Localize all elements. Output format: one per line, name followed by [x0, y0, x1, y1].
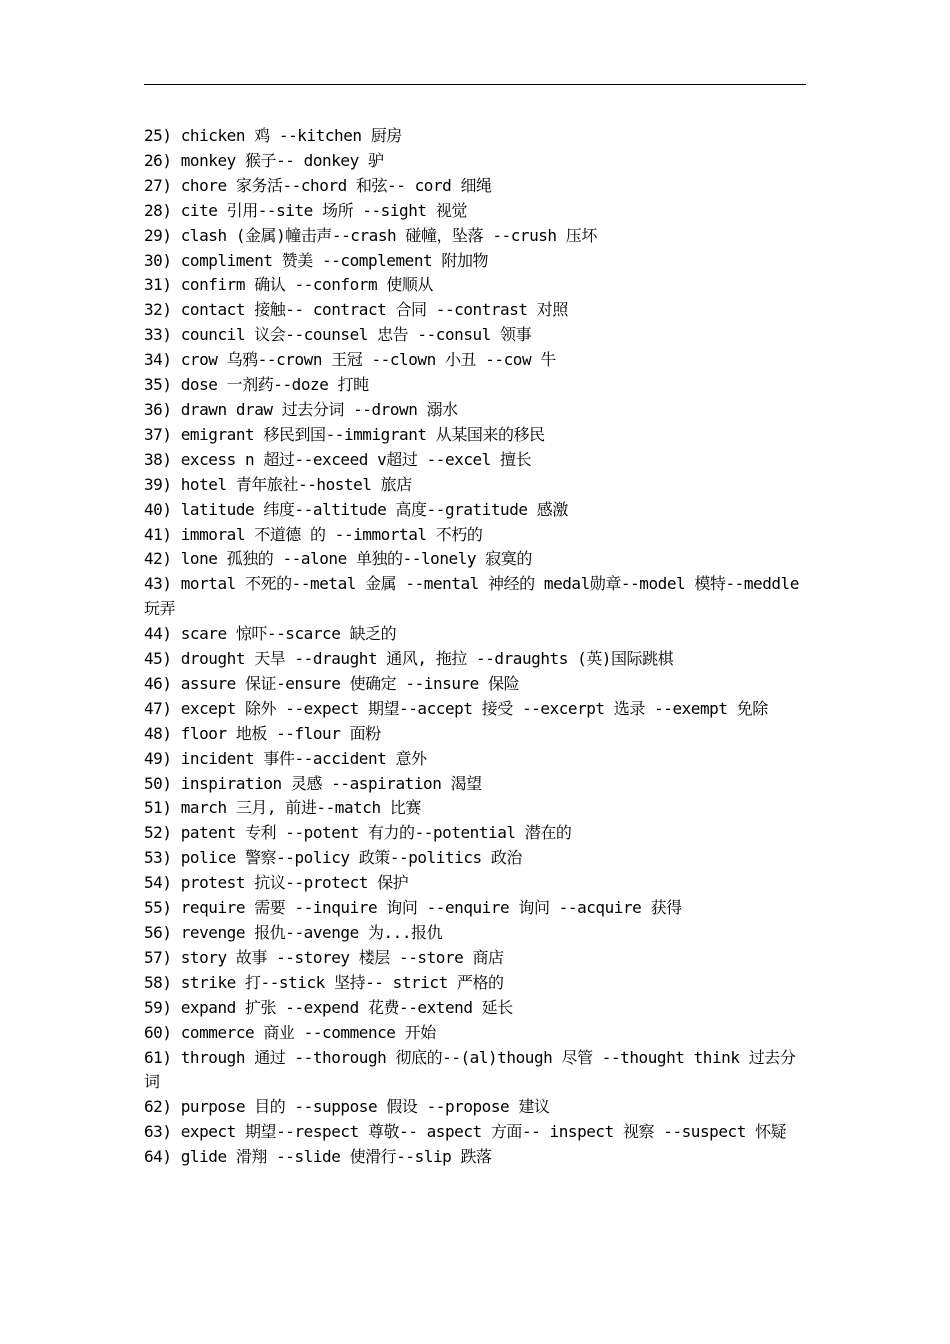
vocabulary-entry: 53) police 警察--policy 政策--politics 政治	[144, 848, 522, 868]
vocabulary-entry: 52) patent 专利 --potent 有力的--potential 潜在的	[144, 823, 572, 843]
vocabulary-entry: 48) floor 地板 --flour 面粉	[144, 723, 381, 743]
vocabulary-entry: 46) assure 保证-ensure 使确定 --insure 保险	[144, 673, 520, 693]
vocabulary-entry: 41) immoral 不道德 的 --immortal 不朽的	[144, 524, 483, 544]
vocabulary-entry: 62) purpose 目的 --suppose 假设 --propose 建议	[144, 1097, 550, 1117]
vocabulary-entry: 58) strike 打--stick 坚持-- strict 严格的	[144, 972, 504, 992]
vocabulary-entry: 36) drawn draw 过去分词 --drown 溺水	[144, 399, 458, 419]
vocabulary-entry: 50) inspiration 灵感 --aspiration 渴望	[144, 773, 482, 793]
vocabulary-entry: 61) through 通过 --thorough 彻底的--(al)though 尽管 --thought think 过去分词	[144, 1047, 796, 1092]
vocabulary-entry: 63) expect 期望--respect 尊敬-- aspect 方面-- inspect 视察 --suspect 怀疑	[144, 1122, 787, 1142]
vocabulary-entry: 57) story 故事 --storey 楼层 --store 商店	[144, 947, 504, 967]
vocabulary-entry: 60) commerce 商业 --commence 开始	[144, 1022, 436, 1042]
vocabulary-entry: 34) crow 乌鸦--crown 王冠 --clown 小丑 --cow 牛	[144, 350, 556, 370]
vocabulary-entry: 59) expand 扩张 --expend 花费--extend 延长	[144, 997, 513, 1017]
vocabulary-entry: 45) drought 天旱 --draught 通风, 拖拉 --draughts (英)国际跳棋	[144, 649, 674, 669]
vocabulary-entry: 40) latitude 纬度--altitude 高度--gratitude 感激	[144, 499, 568, 519]
vocabulary-entry: 28) cite 引用--site 场所 --sight 视觉	[144, 200, 467, 220]
vocabulary-entry: 32) contact 接触-- contract 合同 --contrast 对照	[144, 300, 568, 320]
vocabulary-entry: 39) hotel 青年旅社--hostel 旅店	[144, 474, 412, 494]
vocabulary-entry: 55) require 需要 --inquire 询问 --enquire 询问 --acquire 获得	[144, 898, 682, 918]
vocabulary-entry: 35) dose 一剂药--doze 打盹	[144, 375, 369, 395]
vocabulary-entry: 31) confirm 确认 --conform 使顺从	[144, 275, 433, 295]
vocabulary-entry: 33) council 议会--counsel 忠告 --consul 领事	[144, 325, 532, 345]
vocabulary-entry: 43) mortal 不死的--metal 金属 --mental 神经的 medal勋章--model 模特--meddle 玩弄	[144, 574, 799, 619]
vocabulary-list	[144, 124, 810, 1170]
vocabulary-entry: 47) except 除外 --expect 期望--accept 接受 --excerpt 选录 --exempt 免除	[144, 698, 768, 718]
vocabulary-entry: 42) lone 孤独的 --alone 单独的--lonely 寂寞的	[144, 549, 532, 569]
vocabulary-entry: 44) scare 惊吓--scarce 缺乏的	[144, 624, 397, 644]
vocabulary-entry: 49) incident 事件--accident 意外	[144, 748, 427, 768]
vocabulary-entry: 25) chicken 鸡 --kitchen 厨房	[144, 126, 402, 145]
vocabulary-entry: 56) revenge 报仇--avenge 为...报仇	[144, 923, 443, 942]
vocabulary-entry: 29) clash (金属)幢击声--crash 碰幢，坠落 --crush 压坏	[144, 225, 597, 245]
vocabulary-entry: 38) excess n 超过--exceed v超过 --excel 擅长	[144, 449, 532, 469]
vocabulary-entry: 54) protest 抗议--protect 保护	[144, 873, 409, 893]
vocabulary-entry: 37) emigrant 移民到国--immigrant 从某国来的移民	[144, 424, 545, 444]
vocabulary-entry: 51) march 三月, 前进--match 比赛	[144, 798, 421, 818]
vocabulary-entry: 64) glide 滑翔 --slide 使滑行--slip 跌落	[144, 1147, 492, 1167]
vocabulary-entry: 30) compliment 赞美 --complement 附加物	[144, 250, 489, 270]
vocabulary-entry: 26) monkey 猴子-- donkey 驴	[144, 150, 384, 170]
vocabulary-entry: 27) chore 家务活--chord 和弦-- cord 细绳	[144, 175, 492, 195]
header-rule	[144, 84, 806, 85]
